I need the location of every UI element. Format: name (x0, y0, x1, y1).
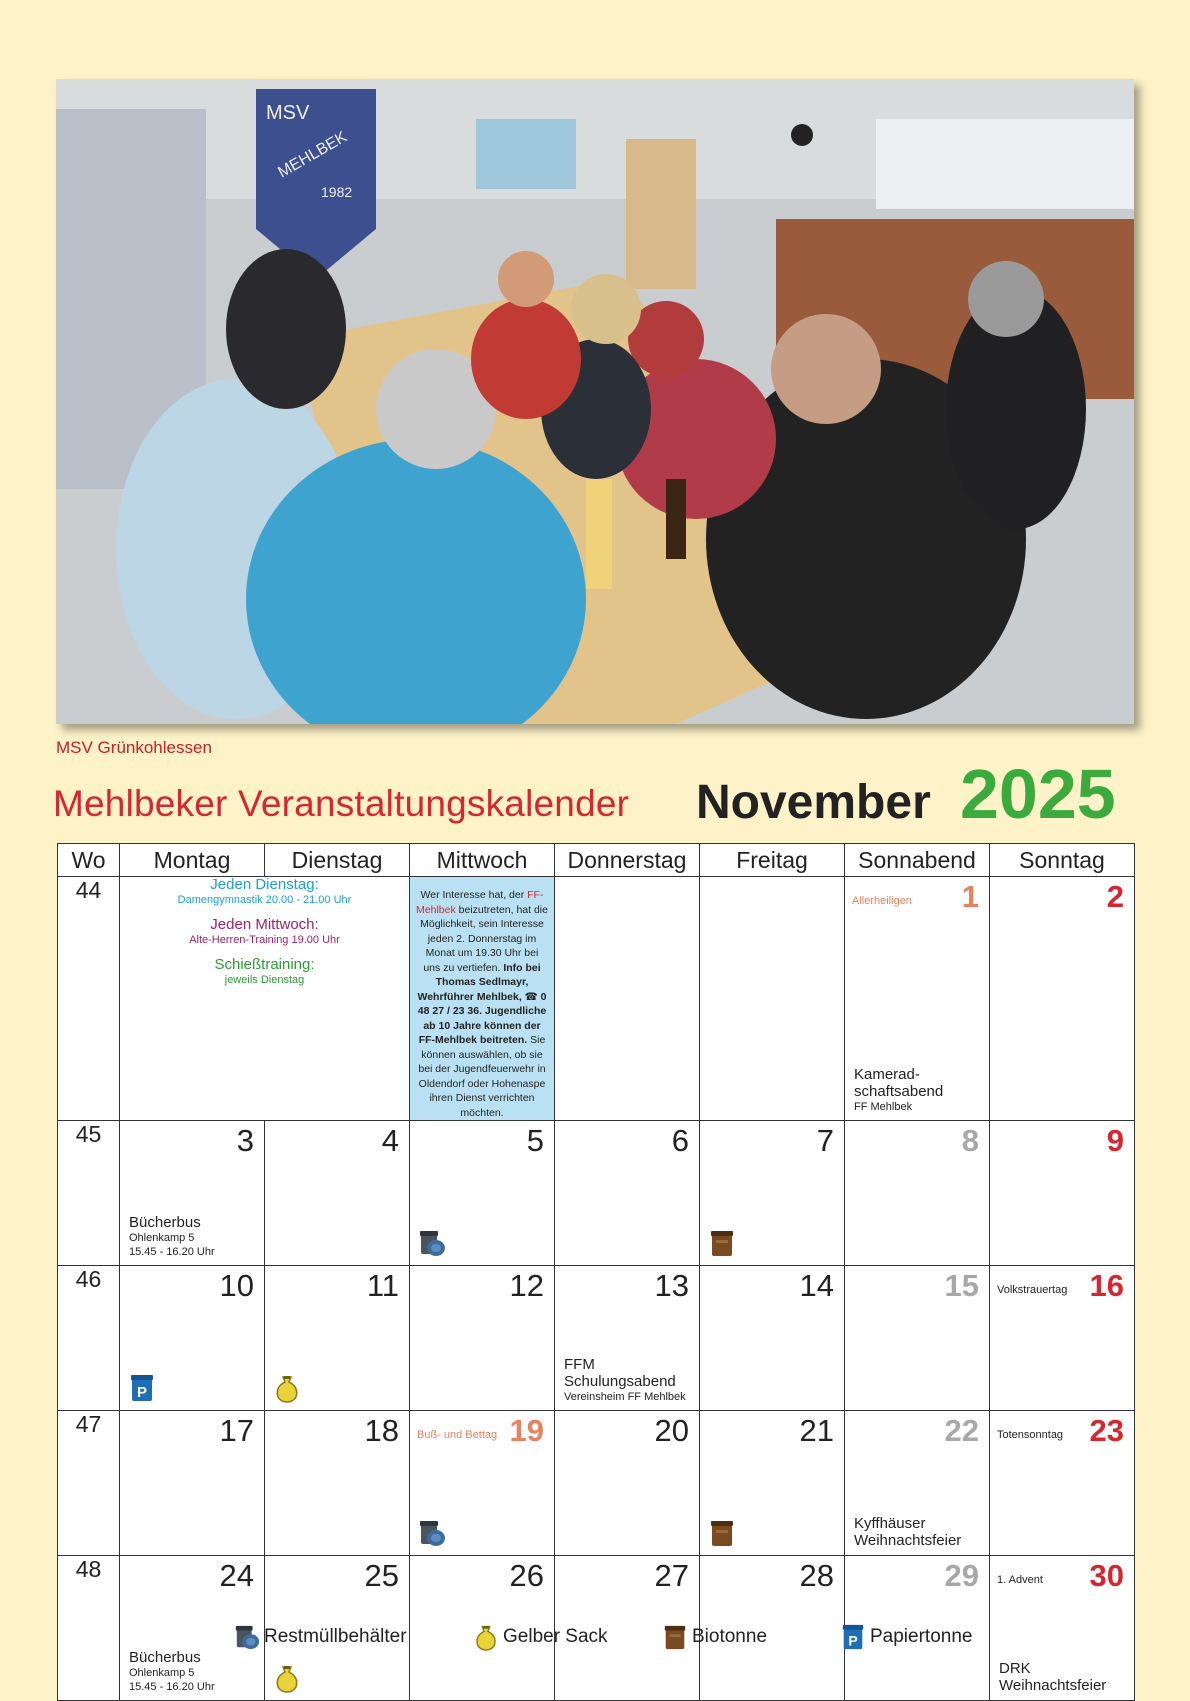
day-cell (990, 1121, 1135, 1266)
info-text-part: Sie können auswählen, ob sie bei der Jugendfeuerwehr in Oldendorf oder Hohenaspe ihren Dienst verrichten möchten. (418, 1034, 546, 1119)
day-number: 6 (671, 1123, 689, 1158)
week-row (58, 1266, 1135, 1411)
bio-icon (662, 1623, 692, 1651)
restmuell-bin-icon (418, 1518, 446, 1548)
event-title: Bücherbus (129, 1649, 201, 1666)
day-number: 13 (654, 1268, 689, 1303)
day-cell (700, 1266, 845, 1411)
info-contact: Info bei Thomas Sedlmayr, Wehrführer Mehlbek, ☎ 0 48 27 / 23 36. Jugendliche ab 10 Jahre können der FF-Mehlbek beitreten. (417, 961, 547, 1046)
day-number: 3 (236, 1123, 254, 1158)
weekly-events-cell (120, 877, 410, 1121)
header-sonnabend: Sonnabend (845, 844, 990, 877)
gelb-bin-icon (273, 1373, 301, 1403)
weekly-event-heading: Schießtraining: (214, 956, 315, 973)
banner-line2-text: MEHLBEK (275, 128, 350, 182)
event-detail: Ohlenkamp 5 15.45 - 16.20 Uhr (129, 1232, 215, 1258)
event-detail: Ohlenkamp 5 15.45 - 16.20 Uhr (129, 1667, 215, 1693)
day-cell (410, 1121, 555, 1266)
day-cell (265, 1266, 410, 1411)
weekly-event-detail: Damengymnastik 20.00 - 21.00 Uhr (177, 894, 352, 906)
day-cell-empty (555, 877, 700, 1121)
weekday-header-row (58, 844, 1135, 877)
day-number: 8 (961, 1123, 979, 1158)
week-row (58, 877, 1135, 1121)
day-number: 16 (1089, 1268, 1124, 1303)
legend-label: Restmüllbehälter (264, 1626, 407, 1647)
day-cell (845, 1411, 990, 1556)
event-entry (129, 1649, 215, 1694)
banner-line1-text: MSV (266, 102, 310, 124)
legend-item-restmuell (234, 1623, 407, 1651)
week-number: 48 (58, 1556, 120, 1701)
holiday-label: Volkstrauertag (997, 1284, 1068, 1296)
svg-text:P: P (136, 1384, 148, 1401)
holiday-label: Totensonntag (997, 1429, 1064, 1441)
weekly-event-heading: Jeden Mittwoch: (210, 916, 319, 933)
year-label: 2025 (960, 755, 1116, 833)
event-entry (854, 1066, 943, 1114)
event-detail: Vereinsheim FF Mehlbek (564, 1391, 686, 1403)
day-cell (845, 877, 990, 1121)
week-number: 46 (58, 1266, 120, 1411)
event-title: DRK Weihnachtsfeier (999, 1660, 1107, 1694)
event-title: Bücherbus (129, 1214, 201, 1231)
legend-item-bio (662, 1623, 767, 1651)
day-number: 28 (799, 1558, 834, 1593)
weekly-event-heading: Jeden Dienstag: (210, 876, 319, 893)
day-cell (700, 1411, 845, 1556)
day-cell (700, 1121, 845, 1266)
day-cell (555, 1411, 700, 1556)
event-entry (854, 1515, 961, 1549)
holiday-label: Buß- und Bettag (417, 1429, 498, 1441)
holiday-label: 1. Advent (997, 1574, 1043, 1586)
day-cell (990, 1266, 1135, 1411)
banner-year-text: 1982 (321, 184, 353, 200)
day-number: 15 (944, 1268, 979, 1303)
day-number: 29 (944, 1558, 979, 1593)
info-org-name: FF-Mehlbek (416, 889, 544, 916)
day-number: 5 (526, 1123, 544, 1158)
day-cell (265, 1121, 410, 1266)
bio-bin-icon (708, 1518, 736, 1548)
restmuell-icon (234, 1623, 264, 1651)
day-cell (265, 1411, 410, 1556)
day-number: 23 (1089, 1413, 1124, 1448)
ff-info-text (410, 877, 554, 1120)
calendar-title: Mehlbeker Veranstaltungskalender (53, 783, 630, 824)
photo-caption: MSV Grünkohlessen (56, 738, 212, 757)
week-row (58, 1121, 1135, 1266)
header-sonntag: Sonntag (990, 844, 1135, 877)
day-number: 12 (509, 1268, 544, 1303)
day-cell (845, 1266, 990, 1411)
day-number: 19 (509, 1413, 544, 1448)
day-number: 18 (364, 1413, 399, 1448)
day-cell (990, 1556, 1135, 1701)
legend-label: Gelber Sack (503, 1626, 608, 1647)
gelb-icon (473, 1623, 503, 1651)
header-wo: Wo (58, 844, 120, 877)
svg-text:P: P (848, 1632, 858, 1649)
holiday-label: Allerheiligen (852, 895, 912, 907)
day-number: 21 (799, 1413, 834, 1448)
header-mittwoch: Mittwoch (410, 844, 555, 877)
day-cell (120, 1266, 265, 1411)
month-label: November (696, 776, 931, 829)
day-number: 7 (816, 1123, 834, 1158)
day-number: 9 (1106, 1123, 1124, 1158)
calendar-grid (57, 843, 1135, 1701)
day-number: 24 (219, 1558, 254, 1593)
day-number: 1 (961, 879, 979, 914)
event-entry (564, 1356, 699, 1404)
header-freitag: Freitag (700, 844, 845, 877)
day-number: 11 (366, 1268, 399, 1303)
weekly-event-detail: Alte-Herren-Training 19.00 Uhr (189, 934, 340, 946)
day-number: 20 (654, 1413, 689, 1448)
day-number: 26 (509, 1558, 544, 1593)
day-cell (410, 1266, 555, 1411)
day-number: 14 (799, 1268, 834, 1303)
ff-info-box (410, 877, 555, 1121)
day-cell (410, 1411, 555, 1556)
restmuell-bin-icon (418, 1228, 446, 1258)
gelb-bin-icon (273, 1663, 301, 1693)
weekly-event-detail: jeweils Dienstag (224, 974, 305, 986)
day-cell (990, 877, 1135, 1121)
week-number: 47 (58, 1411, 120, 1556)
day-number: 4 (381, 1123, 399, 1158)
day-cell (845, 1121, 990, 1266)
week-row (58, 1411, 1135, 1556)
day-number: 22 (944, 1413, 979, 1448)
legend-item-papier (840, 1623, 972, 1651)
papier-bin-icon (128, 1373, 156, 1403)
event-detail: FF Mehlbek (854, 1101, 913, 1113)
day-cell (120, 1121, 265, 1266)
info-text-part: Wer Interesse hat, der (420, 889, 528, 901)
event-entry (999, 1660, 1106, 1694)
day-number: 17 (219, 1413, 254, 1448)
day-cell-empty (700, 877, 845, 1121)
legend-label: Biotonne (692, 1626, 768, 1647)
day-number: 2 (1106, 879, 1124, 914)
event-entry (129, 1214, 215, 1259)
day-number: 27 (654, 1558, 689, 1593)
legend-item-gelb (473, 1623, 608, 1651)
event-photo (56, 79, 1134, 724)
day-cell (990, 1411, 1135, 1556)
day-number: 10 (219, 1268, 254, 1303)
legend-label: Papiertonne (870, 1626, 973, 1647)
week-number: 45 (58, 1121, 120, 1266)
event-title: FFM Schulungsabend (564, 1356, 676, 1390)
papier-icon (840, 1623, 870, 1651)
week-number: 44 (58, 877, 120, 1121)
day-cell (555, 1266, 700, 1411)
day-cell (555, 1121, 700, 1266)
event-title: Kamerad- schaftsabend (854, 1066, 944, 1100)
event-title: Kyffhäuser Weihnachtsfeier (854, 1515, 962, 1549)
header-dienstag: Dienstag (265, 844, 410, 877)
day-number: 25 (364, 1558, 399, 1593)
day-cell (120, 1411, 265, 1556)
header-montag: Montag (120, 844, 265, 877)
header-donnerstag: Donnerstag (555, 844, 700, 877)
bio-bin-icon (708, 1228, 736, 1258)
day-number: 30 (1089, 1558, 1124, 1593)
info-text-part: beizutreten, hat die Möglichkeit, sein Interesse jeden 2. Donnerstag im Monat um 19.30 Uhr bei uns zu vertiefen. (420, 903, 548, 974)
